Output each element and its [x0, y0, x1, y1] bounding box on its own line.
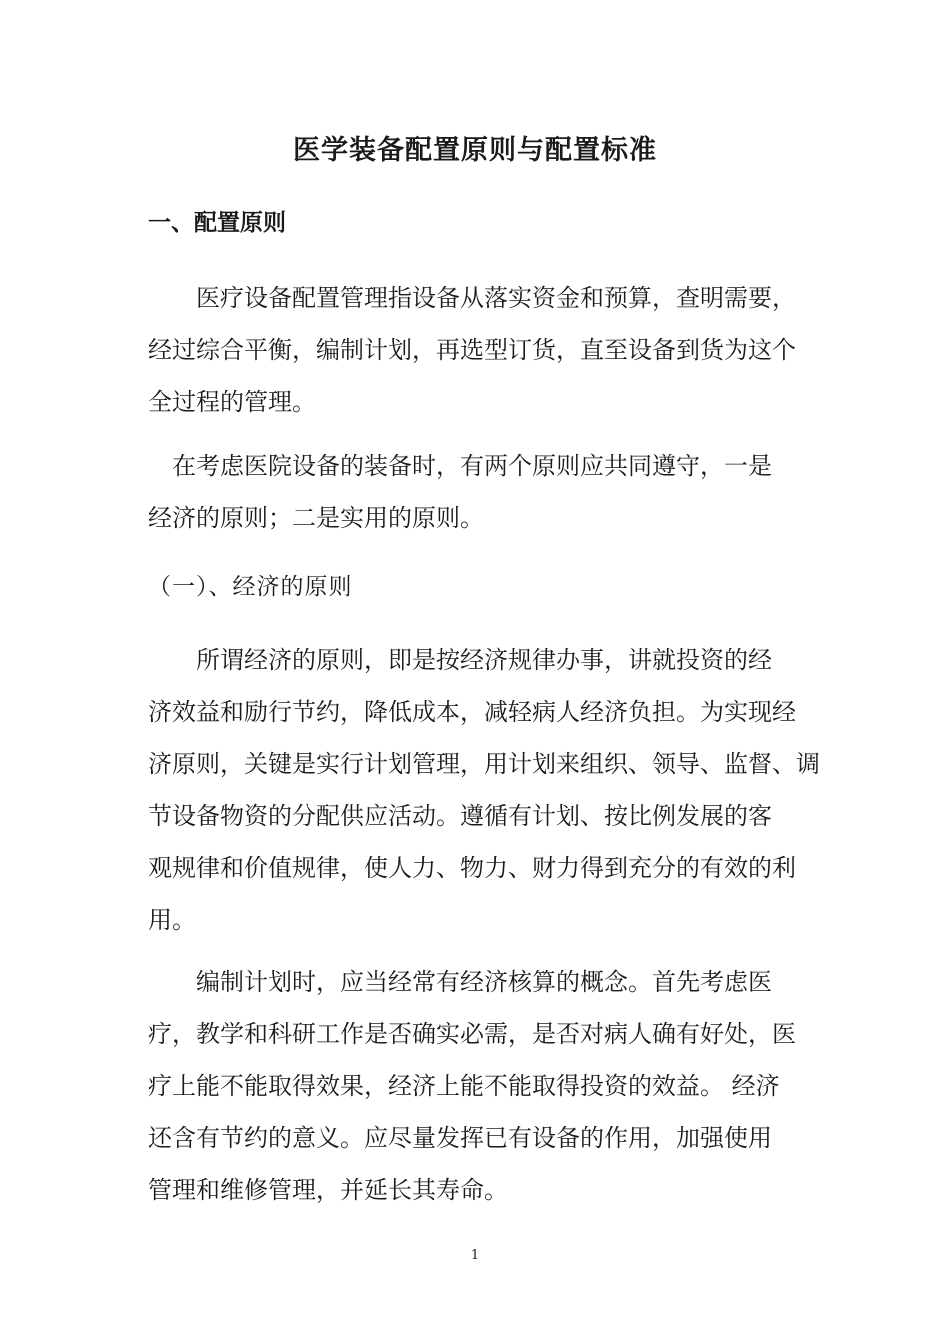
paragraph-3: [148, 634, 820, 946]
section-heading: 一、配置原则: [148, 210, 286, 236]
paragraph-line: 编制计划时，应当经常有经济核算的概念。首先考虑医: [148, 968, 772, 996]
paragraph-line: 经济的原则；二是实用的原则。: [148, 504, 484, 532]
paragraph-line: 医疗设备配置管理指设备从落实资金和预算，查明需要，: [148, 284, 796, 312]
paragraph-line: 所谓经济的原则，即是按经济规律办事，讲就投资的经: [148, 646, 772, 674]
paragraph-line: 节设备物资的分配供应活动。遵循有计划、按比例发展的客: [148, 802, 772, 830]
paragraph-line: 用。: [148, 906, 196, 934]
paragraph-line: 疗上能不能取得效果，经济上能不能取得投资的效益。 经济: [148, 1072, 780, 1100]
paragraph-4: [148, 956, 813, 1216]
document-title: 医学装备配置原则与配置标准: [293, 135, 657, 166]
paragraph-line: 疗，教学和科研工作是否确实必需，是否对病人确有好处，医: [148, 1020, 796, 1048]
paragraph-1: [148, 272, 813, 428]
subsection-heading: （一）、经济的原则: [148, 574, 353, 600]
paragraph-line: 在考虑医院设备的装备时，有两个原则应共同遵守，一是: [148, 452, 772, 480]
paragraph-line: 管理和维修管理，并延长其寿命。: [148, 1176, 508, 1204]
paragraph-2: [148, 440, 813, 544]
page-number: 1: [470, 1248, 480, 1263]
paragraph-line: 还含有节约的意义。应尽量发挥已有设备的作用，加强使用: [148, 1124, 772, 1152]
paragraph-line: 观规律和价值规律，使人力、物力、财力得到充分的有效的利: [148, 854, 796, 882]
paragraph-line: 经过综合平衡，编制计划，再选型订货，直至设备到货为这个: [148, 336, 796, 364]
paragraph-line: 全过程的管理。: [148, 388, 316, 416]
paragraph-line: 济原则，关键是实行计划管理，用计划来组织、领导、监督、调: [148, 750, 820, 778]
paragraph-line: 济效益和励行节约，降低成本，减轻病人经济负担。为实现经: [148, 698, 796, 726]
